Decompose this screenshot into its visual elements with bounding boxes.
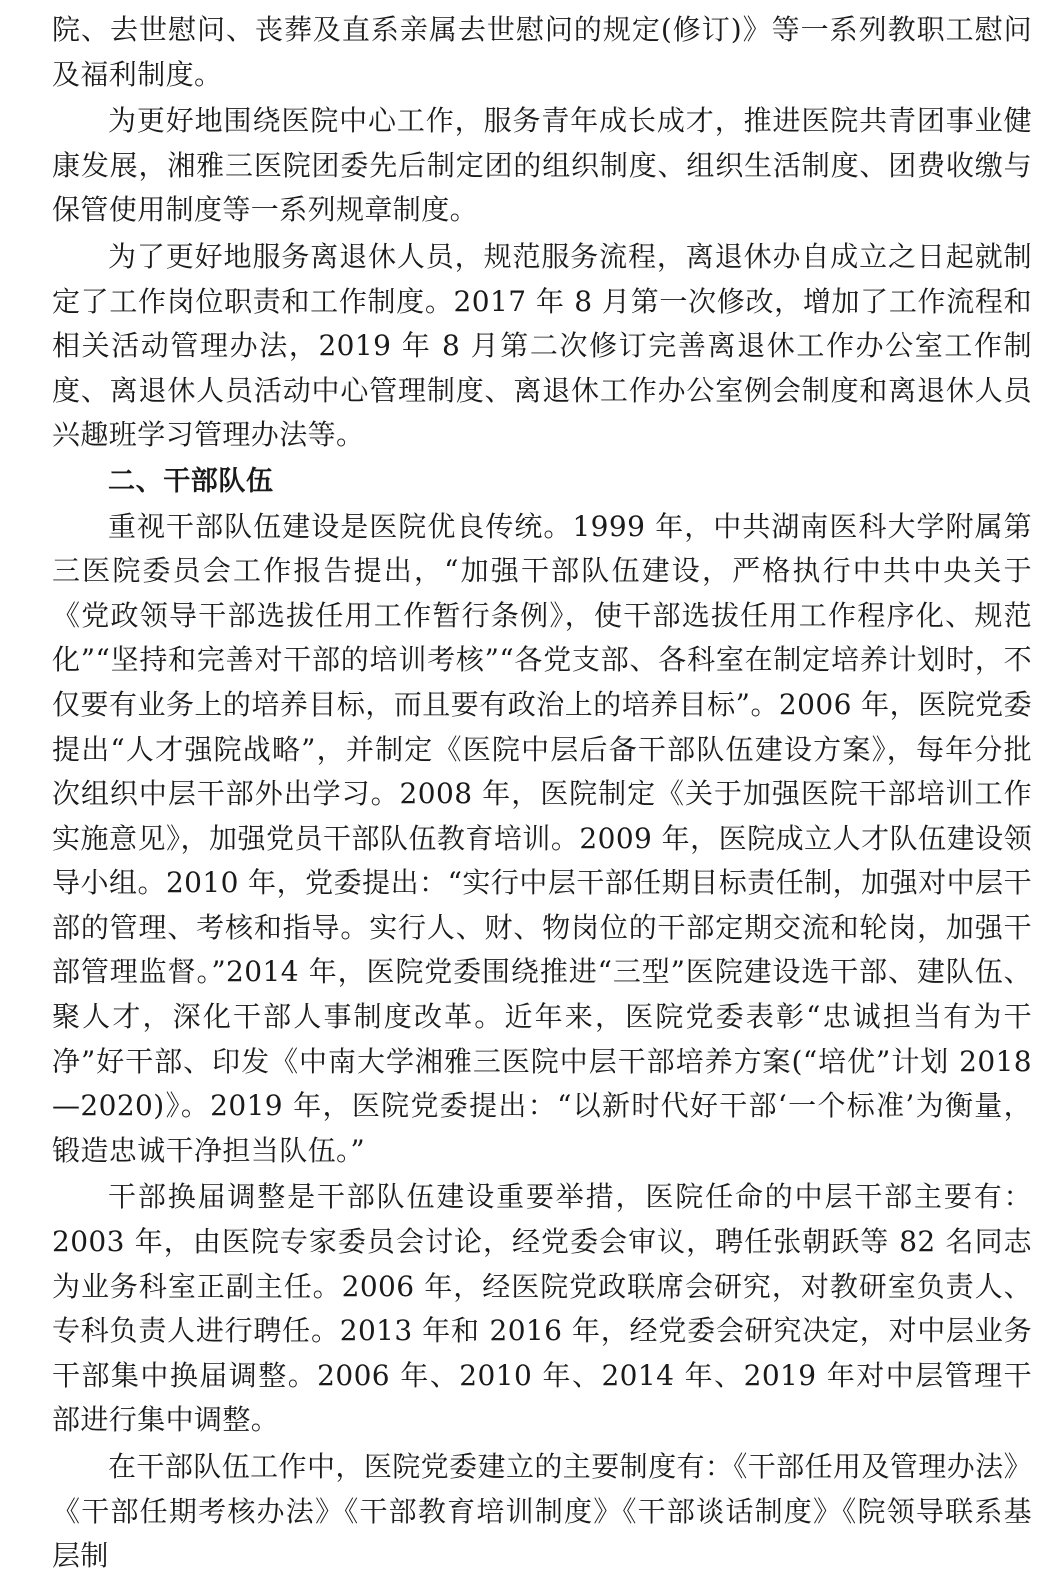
paragraph-cadre-rotation: 干部换届调整是干部队伍建设重要举措，医院任命的中层干部主要有：2003 年，由医院专家委员会讨论，经党委会审议，聘任张朝跃等 82 名同志为业务科室正副主任。2006 年，经医院党政联席会研究，对教研室负责人、专科负责人进行聘任。2013 年和 2016 年，经党委会研究决定，对中层业务干部集中换届调整。2006 年、2010 年、2014 年、2019 年对中层管理干部进行集中调整。 <box>52 1180 1032 1437</box>
paragraph-cadre-systems: 在干部队伍工作中，医院党委建立的主要制度有：《干部任用及管理办法》《干部任期考核办法》《干部教育培训制度》《干部谈话制度》《院领导联系基层制 <box>52 1450 1032 1573</box>
document-page <box>52 8 1032 1579</box>
paragraph-youth-league: 为更好地围绕医院中心工作，服务青年成长成才，推进医院共青团事业健康发展，湘雅三医院团委先后制定团的组织制度、组织生活制度、团费收缴与保管使用制度等一系列规章制度。 <box>52 104 1032 227</box>
paragraph-welfare-continuation: 院、去世慰问、丧葬及直系亲属去世慰问的规定(修订)》等一系列教职工慰问及福利制度。 <box>52 13 1032 91</box>
section-heading-cadre-team: 二、干部队伍 <box>108 465 274 497</box>
paragraph-cadre-history: 重视干部队伍建设是医院优良传统。1999 年，中共湖南医科大学附属第三医院委员会工作报告提出，“加强干部队伍建设，严格执行中共中央关于《党政领导干部选拔任用工作暂行条例》，使干部选拔任用工作程序化、规范化”“坚持和完善对干部的培训考核”“各党支部、各科室在制定培养计划时，不仅要有业务上的培养目标，而且要有政治上的培养目标”。2006 年，医院党委提出“人才强院战略”，并制定《医院中层后备干部队伍建设方案》，每年分批次组织中层干部外出学习。2008 年，医院制定《关于加强医院干部培训工作实施意见》，加强党员干部队伍教育培训。2009 年，医院成立人才队伍建设领导小组。2010 年，党委提出：“实行中层干部任期目标责任制，加强对中层干部的管理、考核和指导。实行人、财、物岗位的干部定期交流和轮岗，加强干部管理监督。”2014 年，医院党委围绕推进“三型”医院建设选干部、建队伍、聚人才，深化干部人事制度改革。近年来，医院党委表彰“忠诚担当有为干净”好干部、印发《中南大学湘雅三医院中层干部培养方案(“培优”计划 2018—2020)》。2019 年，医院党委提出：“以新时代好干部‘一个标准’为衡量，锻造忠诚干净担当队伍。” <box>52 509 1032 1167</box>
paragraph-retirement-office: 为了更好地服务离退休人员，规范服务流程，离退休办自成立之日起就制定了工作岗位职责和工作制度。2017 年 8 月第一次修改，增加了工作流程和相关活动管理办法，2019 年 8 月第二次修订完善离退休工作办公室工作制度、离退休人员活动中心管理制度、离退休工作办公室例会制度和离退休人员兴趣班学习管理办法等。 <box>52 239 1032 452</box>
